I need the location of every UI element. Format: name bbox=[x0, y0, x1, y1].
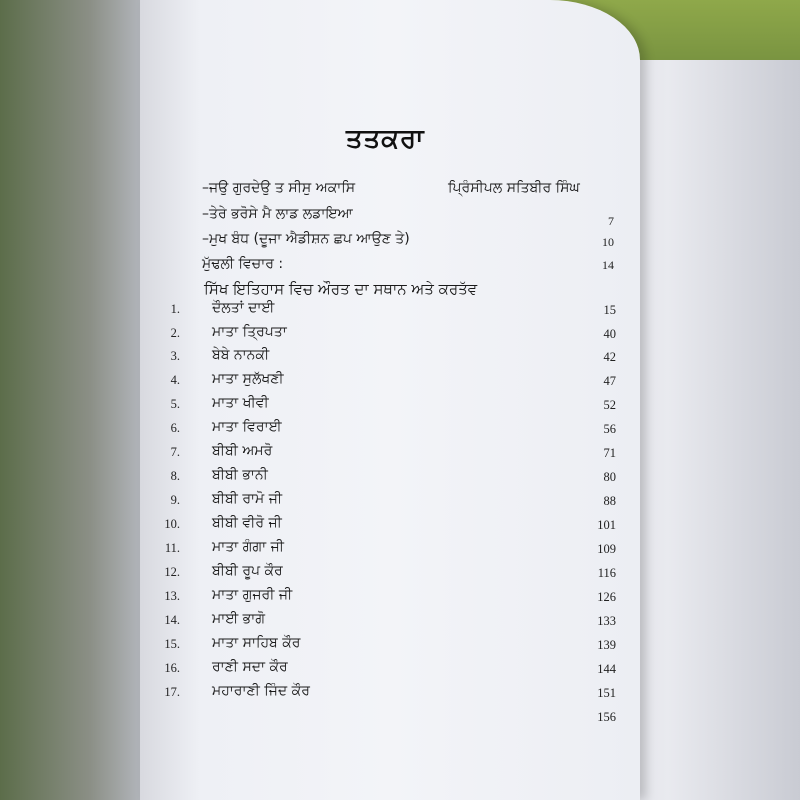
chapter-title: ਮਾਤਾ ਗੰਗਾ ਜੀ bbox=[212, 539, 284, 555]
chapter-title: ਮਾਤਾ ਸਾਹਿਬ ਕੌਰ bbox=[212, 635, 301, 651]
chapter-number: 8. bbox=[170, 469, 180, 483]
chapter-title: ਮਾਈ ਭਾਗੋ bbox=[212, 611, 265, 627]
chapter-title: ਮਾਤਾ ਵਿਰਾਈ bbox=[212, 419, 282, 435]
chapter-number: 9. bbox=[170, 493, 180, 507]
chapter-title: ਬੀਬੀ ਵੀਰੋ ਜੀ bbox=[212, 515, 282, 531]
chapter-page: 133 bbox=[597, 614, 616, 628]
author-name: ਪ੍ਰਿੰਸੀਪਲ ਸਤਿਬੀਰ ਸਿੰਘ bbox=[448, 180, 580, 196]
chapter-page: 88 bbox=[603, 494, 616, 508]
front-matter-page: 14 bbox=[602, 258, 614, 272]
chapter-page: 144 bbox=[597, 662, 616, 676]
chapter-title: ਰਾਣੀ ਸਦਾ ਕੌਰ bbox=[212, 659, 288, 675]
chapter-page: 42 bbox=[603, 350, 616, 364]
chapter-number: 6. bbox=[170, 421, 180, 435]
chapter-title: ਬੀਬੀ ਭਾਨੀ bbox=[212, 467, 268, 483]
chapter-page: 109 bbox=[597, 542, 616, 556]
chapter-title: ਮਹਾਰਾਣੀ ਜਿੰਦ ਕੌਰ bbox=[212, 683, 310, 699]
chapter-number: 1. bbox=[170, 302, 180, 316]
chapter-title: ਬੇਬੇ ਨਾਨਕੀ bbox=[212, 347, 270, 363]
chapter-title: ਮਾਤਾ ਗੁਜਰੀ ਜੀ bbox=[212, 587, 293, 603]
chapter-number: 11. bbox=[164, 541, 180, 555]
chapter-title: ਮਾਤਾ ਸੁਲੱਖਣੀ bbox=[212, 371, 284, 387]
chapter-title: ਬੀਬੀ ਰੂਪ ਕੌਰ bbox=[212, 563, 283, 579]
chapter-number: 15. bbox=[164, 637, 180, 651]
chapter-title: ਬੀਬੀ ਅਮਰੋ bbox=[212, 443, 273, 459]
front-matter-item: –ਤੇਰੇ ਭਰੋਸੇ ਮੈ ਲਾਡ ਲਡਾਇਆ bbox=[202, 206, 353, 222]
chapter-number: 12. bbox=[164, 565, 180, 579]
chapter-page: 15 bbox=[603, 303, 616, 317]
chapter-title: ਬੀਬੀ ਰਾਮੋ ਜੀ bbox=[212, 491, 283, 507]
front-matter-subheading: ਸਿੱਖ ਇਤਿਹਾਸ ਵਿਚ ਔਰਤ ਦਾ ਸਥਾਨ ਅਤੇ ਕਰਤੱਵ bbox=[204, 280, 478, 298]
book-spine-shadow bbox=[0, 0, 150, 800]
chapter-page: 101 bbox=[597, 518, 616, 532]
chapter-number: 7. bbox=[170, 445, 180, 459]
front-matter-heading: ਮੁੱਢਲੀ ਵਿਚਾਰ : bbox=[202, 256, 284, 272]
chapter-page: 56 bbox=[603, 422, 616, 436]
final-page-number: 156 bbox=[597, 710, 616, 724]
chapter-number: 17. bbox=[164, 685, 180, 699]
front-matter-epigraph: –ਜਉ ਗੁਰਦੇਉ ਤ ਸੀਸੁ ਅਕਾਸਿ bbox=[202, 180, 356, 196]
chapter-number: 5. bbox=[170, 397, 180, 411]
chapter-number: 3. bbox=[170, 349, 180, 363]
front-matter-item: –ਮੁਖ ਬੰਧ (ਦੂਜਾ ਐਡੀਸ਼ਨ ਛਪ ਆਉਣ ਤੇ) bbox=[202, 231, 410, 247]
chapter-title: ਦੌਲਤਾਂ ਦਾਈ bbox=[212, 300, 275, 316]
chapter-page: 52 bbox=[603, 398, 616, 412]
chapter-page: 80 bbox=[603, 470, 616, 484]
front-matter-page: 10 bbox=[602, 235, 614, 249]
chapter-page: 116 bbox=[597, 566, 616, 580]
chapter-page: 40 bbox=[603, 327, 616, 341]
chapter-page: 139 bbox=[597, 638, 616, 652]
chapter-page: 126 bbox=[597, 590, 616, 604]
chapter-number: 10. bbox=[164, 517, 180, 531]
page-title: ਤਤਕਰਾ bbox=[346, 124, 425, 154]
chapter-title: ਮਾਤਾ ਖੀਵੀ bbox=[212, 395, 269, 411]
chapter-number: 16. bbox=[164, 661, 180, 675]
chapter-page: 71 bbox=[603, 446, 616, 460]
chapter-page: 151 bbox=[597, 686, 616, 700]
chapter-number: 2. bbox=[170, 326, 180, 340]
chapter-number: 13. bbox=[164, 589, 180, 603]
front-matter-page: 7 bbox=[608, 214, 614, 228]
chapter-title: ਮਾਤਾ ਤ੍ਰਿਪਤਾ bbox=[212, 324, 287, 340]
chapter-number: 14. bbox=[164, 613, 180, 627]
chapter-number: 4. bbox=[170, 373, 180, 387]
chapter-page: 47 bbox=[603, 374, 616, 388]
